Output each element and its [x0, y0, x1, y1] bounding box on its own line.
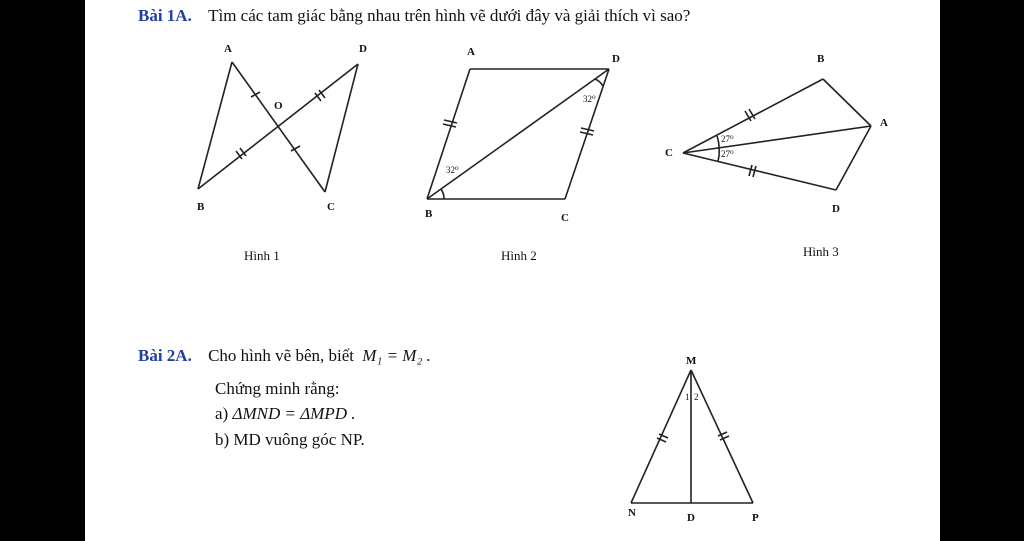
figure-1 [198, 62, 358, 192]
figure-4 [631, 370, 753, 503]
fig4-label-n: N [628, 507, 636, 519]
fig2-label-b: B [425, 208, 433, 220]
fig1-label-o: O [274, 100, 283, 112]
angle-arc-lower [718, 148, 719, 161]
fig3-label-c: C [665, 147, 673, 159]
document-page [85, 0, 940, 541]
segment-ad-3 [836, 126, 871, 190]
fig3-label-d: D [832, 203, 840, 215]
fig3-label-b: B [817, 53, 825, 65]
fig1-label-a: A [224, 43, 232, 55]
problem-2-label: Bài 2A. [138, 346, 192, 365]
part-a-prefix: a) [215, 404, 229, 423]
problem-1-label: Bài 1A. [138, 6, 192, 25]
segment-bd [427, 69, 609, 199]
fig4-angle-2: 2 [694, 392, 699, 402]
segment-db [198, 64, 358, 189]
problem-2-given: M₁ = M₂ . [362, 346, 431, 365]
tick-ao [251, 92, 260, 97]
part-a-math: ΔMND = ΔMPD . [232, 404, 356, 423]
fig4-label-d: D [687, 512, 695, 524]
tick-cd-2 [753, 166, 756, 177]
figure-3 [683, 79, 871, 190]
fig1-label-b: B [197, 201, 205, 213]
part-b: b) MD vuông góc NP. [215, 430, 365, 449]
fig2-label-d: D [612, 53, 620, 65]
fig3-label-a: A [880, 117, 888, 129]
fig4-angle-1: 1 [685, 392, 690, 402]
segment-ba [823, 79, 871, 126]
fig4-label-m: M [686, 355, 697, 367]
geometry-figures [85, 0, 940, 541]
fig3-angle-upper: 27⁰ [721, 134, 734, 144]
fig2-label-a: A [467, 46, 475, 58]
fig4-label-p: P [752, 512, 759, 524]
fig2-angle-b: 32⁰ [446, 165, 459, 175]
segment-dc [325, 64, 358, 192]
segment-mp [691, 370, 753, 503]
fig3-angle-lower: 27⁰ [721, 149, 734, 159]
fig2-angle-d: 32⁰ [583, 94, 596, 104]
caption-figure-1: Hình 1 [244, 248, 280, 263]
angle-arc-b [441, 189, 444, 199]
tick-ab-1 [444, 120, 457, 123]
segment-ab-2 [427, 69, 470, 199]
angle-arc-upper [717, 136, 719, 148]
figure-2 [427, 69, 609, 199]
problem-1-statement: Tìm các tam giác bằng nhau trên hình vẽ dưới đây và giải thích vì sao? [208, 6, 691, 25]
fig1-label-c: C [327, 201, 335, 213]
caption-figure-3: Hình 3 [803, 244, 839, 259]
segment-cd [683, 153, 836, 190]
tick-ab-2 [443, 124, 456, 127]
prove-heading: Chứng minh rằng: [215, 379, 340, 398]
fig1-label-d: D [359, 43, 367, 55]
tick-cd-1 [749, 165, 752, 176]
angle-arc-d [595, 79, 603, 86]
problem-2-heading [138, 346, 431, 366]
segment-ab [198, 62, 232, 189]
segment-mn [631, 370, 691, 503]
problem-2-intro: Cho hình vẽ bên, biết [208, 346, 354, 365]
fig2-label-c: C [561, 212, 569, 224]
caption-figure-2: Hình 2 [501, 248, 537, 263]
part-a [215, 404, 356, 424]
segment-ca [683, 126, 871, 153]
